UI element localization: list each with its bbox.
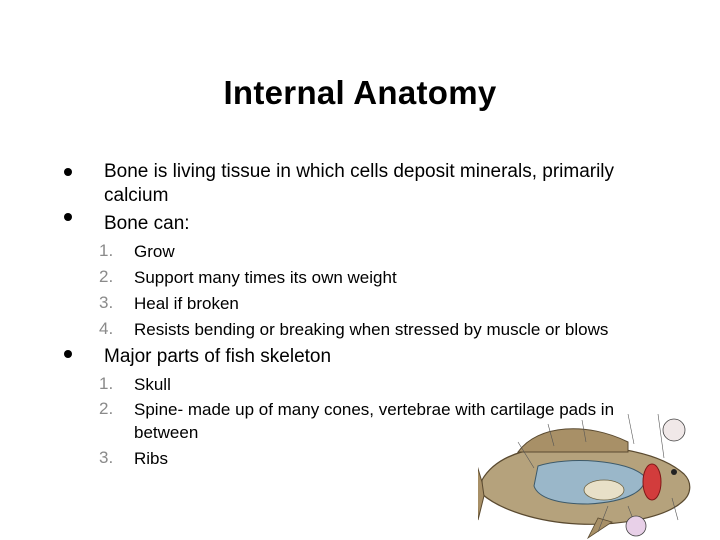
- list-item: Heal if broken: [134, 294, 239, 313]
- bullet-1-dot: [64, 168, 72, 176]
- fish-eye: [671, 469, 677, 475]
- list-item: Skull: [134, 375, 171, 394]
- list-number: 2.: [99, 267, 114, 286]
- bullet-3-text: Major parts of fish skeleton: [104, 346, 332, 367]
- list-item: Resists bending or breaking when stressed by muscle or blows: [134, 320, 609, 339]
- list-number: 1.: [99, 374, 114, 393]
- list-number: 3.: [99, 448, 114, 467]
- gill: [643, 464, 661, 500]
- list-number: 4.: [99, 319, 114, 338]
- list-item: Support many times its own weight: [134, 268, 397, 287]
- magnified-detail-top: [663, 419, 685, 441]
- list-item: Ribs: [134, 449, 169, 468]
- dorsal-fin: [518, 429, 628, 452]
- bullet-3-dot: [64, 350, 72, 358]
- list-number: 3.: [99, 293, 114, 312]
- list-item-continuation: between: [134, 423, 199, 442]
- tail-fin: [478, 462, 484, 520]
- bullet-2-text: Bone can:: [104, 213, 190, 234]
- fish-anatomy-illustration: [478, 402, 700, 540]
- bullet-1-text-line1: Bone is living tissue in which cells deposit minerals, primarily: [104, 161, 615, 182]
- slide-title: Internal Anatomy: [223, 74, 497, 111]
- bullet-1-text-line2: calcium: [104, 185, 169, 206]
- list-item: Spine- made up of many cones, vertebrae with cartilage pads in: [134, 400, 615, 419]
- magnified-detail-bottom: [626, 516, 646, 536]
- bullet-2-dot: [64, 213, 72, 221]
- list-item: Grow: [134, 242, 175, 261]
- list-number: 2.: [99, 399, 114, 418]
- organ: [584, 480, 624, 500]
- list-number: 1.: [99, 241, 114, 260]
